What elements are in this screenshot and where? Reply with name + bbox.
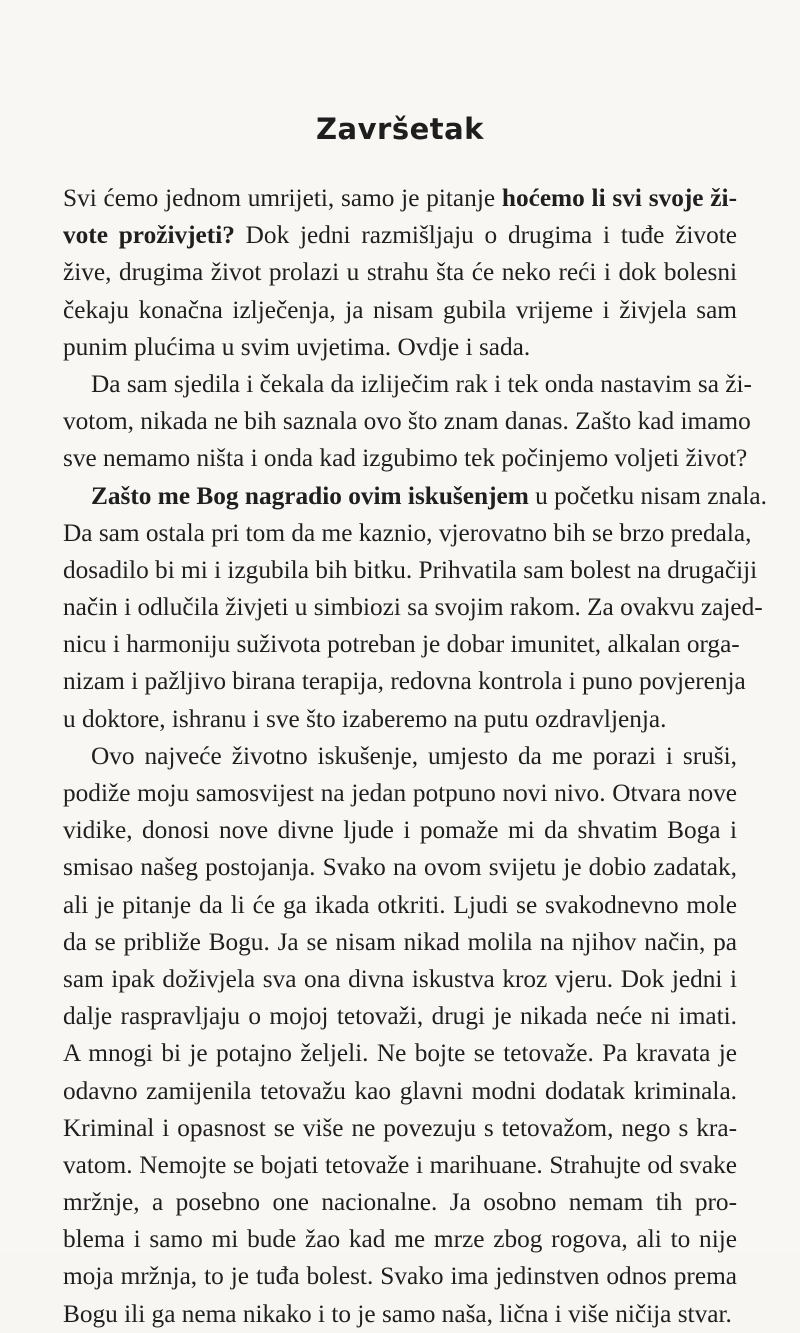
text-line xyxy=(63,812,737,849)
text-line xyxy=(63,663,746,700)
text-line xyxy=(63,1073,737,1110)
bold-text-run: vote proživjeti? xyxy=(63,221,235,250)
text-line xyxy=(63,1184,737,1221)
bold-text-run: hoćemo li svi svoje ži- xyxy=(501,184,737,212)
chapter-title: Završetak xyxy=(316,112,484,146)
text-line xyxy=(63,329,737,366)
text-run: smisao našeg postojanja. Svako na ovom svijetu je dobio zadatak, xyxy=(63,853,737,882)
text-run: Bogu ili ga nema nikako i to je samo naša, lična i više ničija stvar. xyxy=(63,1299,732,1328)
text-line xyxy=(63,552,758,589)
text-run: Dok jedni razmišljaju o drugima i tuđe živote xyxy=(234,221,737,250)
text-line xyxy=(63,998,737,1035)
text-run: Da sam ostala pri tom da me kaznio, vjerovatno bih se brzo predala, xyxy=(63,518,752,547)
text-run: vidike, donosi nove divne ljude i pomaže mi da shvatim Boga i xyxy=(63,816,737,845)
text-run: moja mržnja, to je tuđa bolest. Svako ima jedinstven odnos prema xyxy=(63,1262,737,1291)
text-run: blema i samo mi bude žao kad me mrze zbog rogova, ali to nije xyxy=(63,1225,737,1254)
text-run: mržnje, a posebno one nacionalne. Ja osobno nemam tih pro- xyxy=(63,1188,737,1217)
text-run: da se približe Bogu. Ja se nisam nikad molila na njihov način, pa xyxy=(63,927,737,956)
text-line xyxy=(63,589,763,626)
text-run: sam ipak doživjela sva ona divna iskustva kroz vjeru. Dok jedni i xyxy=(63,964,737,993)
text-line xyxy=(63,775,737,812)
text-line xyxy=(63,1110,737,1147)
text-run: žive, drugima život prolazi u strahu šta će neko reći i dok bolesni xyxy=(63,258,737,287)
text-line xyxy=(63,738,737,775)
bold-text-run: Zašto me Bog nagradio ovim iskušenjem xyxy=(91,481,529,510)
text-line xyxy=(63,440,748,477)
text-run: punim plućima u svim uvjetima. Ovdje i sada. xyxy=(63,332,531,361)
text-run: podiže moju samosvijest na jedan potpuno novi nivo. Otvara nove xyxy=(63,779,737,807)
text-line xyxy=(63,478,767,515)
text-line xyxy=(63,1258,737,1295)
text-line xyxy=(63,180,737,217)
text-line xyxy=(63,217,737,254)
text-run: vatom. Nemojte se bojati tetovaže i marihuane. Strahujte od svake xyxy=(63,1150,737,1179)
text-run: Kriminal i opasnost se više ne povezuju s tetovažom, nego s kra- xyxy=(63,1113,737,1142)
text-line xyxy=(63,701,737,738)
text-run: votom, nikada ne bih saznala ovo što znam danas. Zašto kad imamo xyxy=(63,407,751,436)
text-line xyxy=(63,1147,737,1184)
text-run: čekaju konačna izlječenja, ja nisam gubila vrijeme i živjela sam xyxy=(63,295,737,324)
text-line xyxy=(63,924,737,961)
text-run: A mnogi bi je potajno željeli. Ne bojte se tetovaže. Pa kravata je xyxy=(63,1039,737,1068)
text-run: nicu i harmoniju suživota potreban je dobar imunitet, alkalan orga- xyxy=(63,630,740,659)
text-run: u početku nisam znala. xyxy=(528,481,767,510)
text-line xyxy=(63,887,737,924)
text-line xyxy=(63,254,737,291)
text-run: Ovo najveće životno iskušenje, umjesto da me porazi i sruši, xyxy=(91,741,737,770)
text-line xyxy=(63,849,737,886)
text-line xyxy=(63,515,752,552)
text-run: dosadilo bi mi i izgubila bih bitku. Prihvatila sam bolest na drugačiji xyxy=(63,555,758,584)
chapter-body xyxy=(63,180,767,1333)
text-run: Svi ćemo jednom umrijeti, samo je pitanje xyxy=(63,184,502,212)
text-run: nizam i pažljivo birana terapija, redovna kontrola i puno povjerenja xyxy=(63,667,746,696)
text-run: odavno zamijenila tetovažu kao glavni modni dodatak kriminala. xyxy=(63,1076,737,1105)
text-run: ali je pitanje da li će ga ikada otkriti. Ljudi se svakodnevno mole xyxy=(63,890,737,919)
text-run: Da sam sjedila i čekala da izliječim rak i tek onda nastavim sa ži- xyxy=(91,369,752,398)
text-line xyxy=(63,1296,737,1333)
text-line xyxy=(63,292,737,329)
text-run: u doktore, ishranu i sve što izaberemo na putu ozdravljenja. xyxy=(63,704,667,733)
text-line xyxy=(63,366,752,403)
text-line xyxy=(63,626,740,663)
text-line xyxy=(63,961,737,998)
text-run: sve nemamo ništa i onda kad izgubimo tek počinjemo voljeti život? xyxy=(63,444,748,473)
text-run: dalje raspravljaju o mojoj tetovaži, drugi je nikada neće ni imati. xyxy=(63,1002,737,1031)
text-line xyxy=(63,1035,737,1072)
text-line xyxy=(63,403,751,440)
text-run: način i odlučila živjeti u simbiozi sa svojim rakom. Za ovakvu zajed- xyxy=(63,593,763,622)
